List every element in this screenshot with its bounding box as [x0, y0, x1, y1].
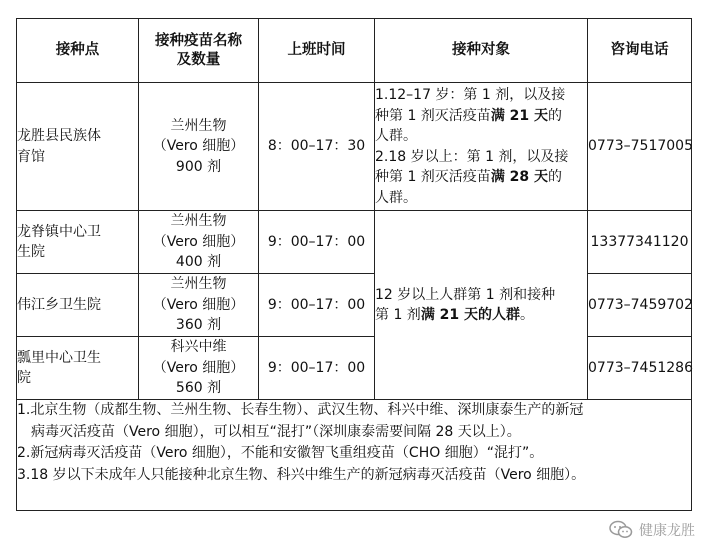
site-cell: 伟江乡卫生院 — [17, 274, 139, 337]
header-target: 接种对象 — [375, 19, 588, 83]
wechat-icon — [609, 520, 633, 540]
site-cell: 瓢里中心卫生 院 — [17, 337, 139, 400]
vaccine-cell: 兰州生物 （Vero 细胞） 900 剂 — [139, 83, 259, 211]
notes-row — [17, 400, 692, 511]
header-phone: 咨询电话 — [588, 19, 692, 83]
header-vaccine — [139, 19, 259, 83]
header-vaccine-line2: 及数量 — [176, 51, 221, 68]
table-row — [17, 211, 692, 274]
header-vaccine-line1: 接种疫苗名称 — [155, 32, 242, 49]
hours-cell: 9：00–17：00 — [259, 337, 375, 400]
header-hours: 上班时间 — [259, 19, 375, 83]
site-cell: 龙脊镇中心卫 生院 — [17, 211, 139, 274]
notes-cell — [17, 400, 692, 511]
vaccine-cell: 兰州生物 （Vero 细胞） 400 剂 — [139, 211, 259, 274]
watermark-text: 健康龙胜 — [639, 523, 695, 539]
table-row — [17, 274, 692, 337]
phone-cell: 0773–7451286 — [588, 337, 692, 400]
phone-cell: 0773–7459702 — [588, 274, 692, 337]
phone-cell: 13377341120 — [588, 211, 692, 274]
note-2: 2.新冠病毒灭活疫苗（Vero 细胞），不能和安徽智飞重组疫苗（CHO 细胞）“混打”。 — [17, 445, 544, 461]
table-row — [17, 337, 692, 400]
target-cell-shared: 12 岁以上人群第 1 剂和接种 第 1 剂满 21 天的人群。 — [375, 211, 588, 400]
target-cell: 1.12–17 岁：第 1 剂，以及接 种第 1 剂灭活疫苗满 21 天的 人群。 2.18 岁以上：第 1 剂，以及接 种第 1 剂灭活疫苗满 28 天的 人群。 — [375, 83, 588, 211]
vaccine-cell: 兰州生物 （Vero 细胞） 360 剂 — [139, 274, 259, 337]
hours-cell: 9：00–17：00 — [259, 274, 375, 337]
vaccination-schedule-table — [16, 18, 692, 511]
watermark — [609, 520, 695, 540]
header-site: 接种点 — [17, 19, 139, 83]
hours-cell: 9：00–17：00 — [259, 211, 375, 274]
hours-cell: 8：00–17：30 — [259, 83, 375, 211]
note-1-line-1: 1.北京生物（成都生物、兰州生物、长春生物）、武汉生物、科兴中维、深圳康泰生产的新冠 — [17, 402, 584, 418]
table-header-row — [17, 19, 692, 83]
note-1-line-2: 病毒灭活疫苗（Vero 细胞），可以相互“混打”（深圳康泰需要间隔 28 天以上）。 — [31, 423, 521, 440]
note-3: 3.18 岁以下未成年人只能接种北京生物、科兴中维生产的新冠病毒灭活疫苗（Vero 细胞）。 — [17, 466, 586, 483]
table-row — [17, 83, 692, 211]
site-cell: 龙胜县民族体 育馆 — [17, 83, 139, 211]
phone-cell: 0773–7517005 — [588, 83, 692, 211]
vaccine-cell: 科兴中维 （Vero 细胞） 560 剂 — [139, 337, 259, 400]
